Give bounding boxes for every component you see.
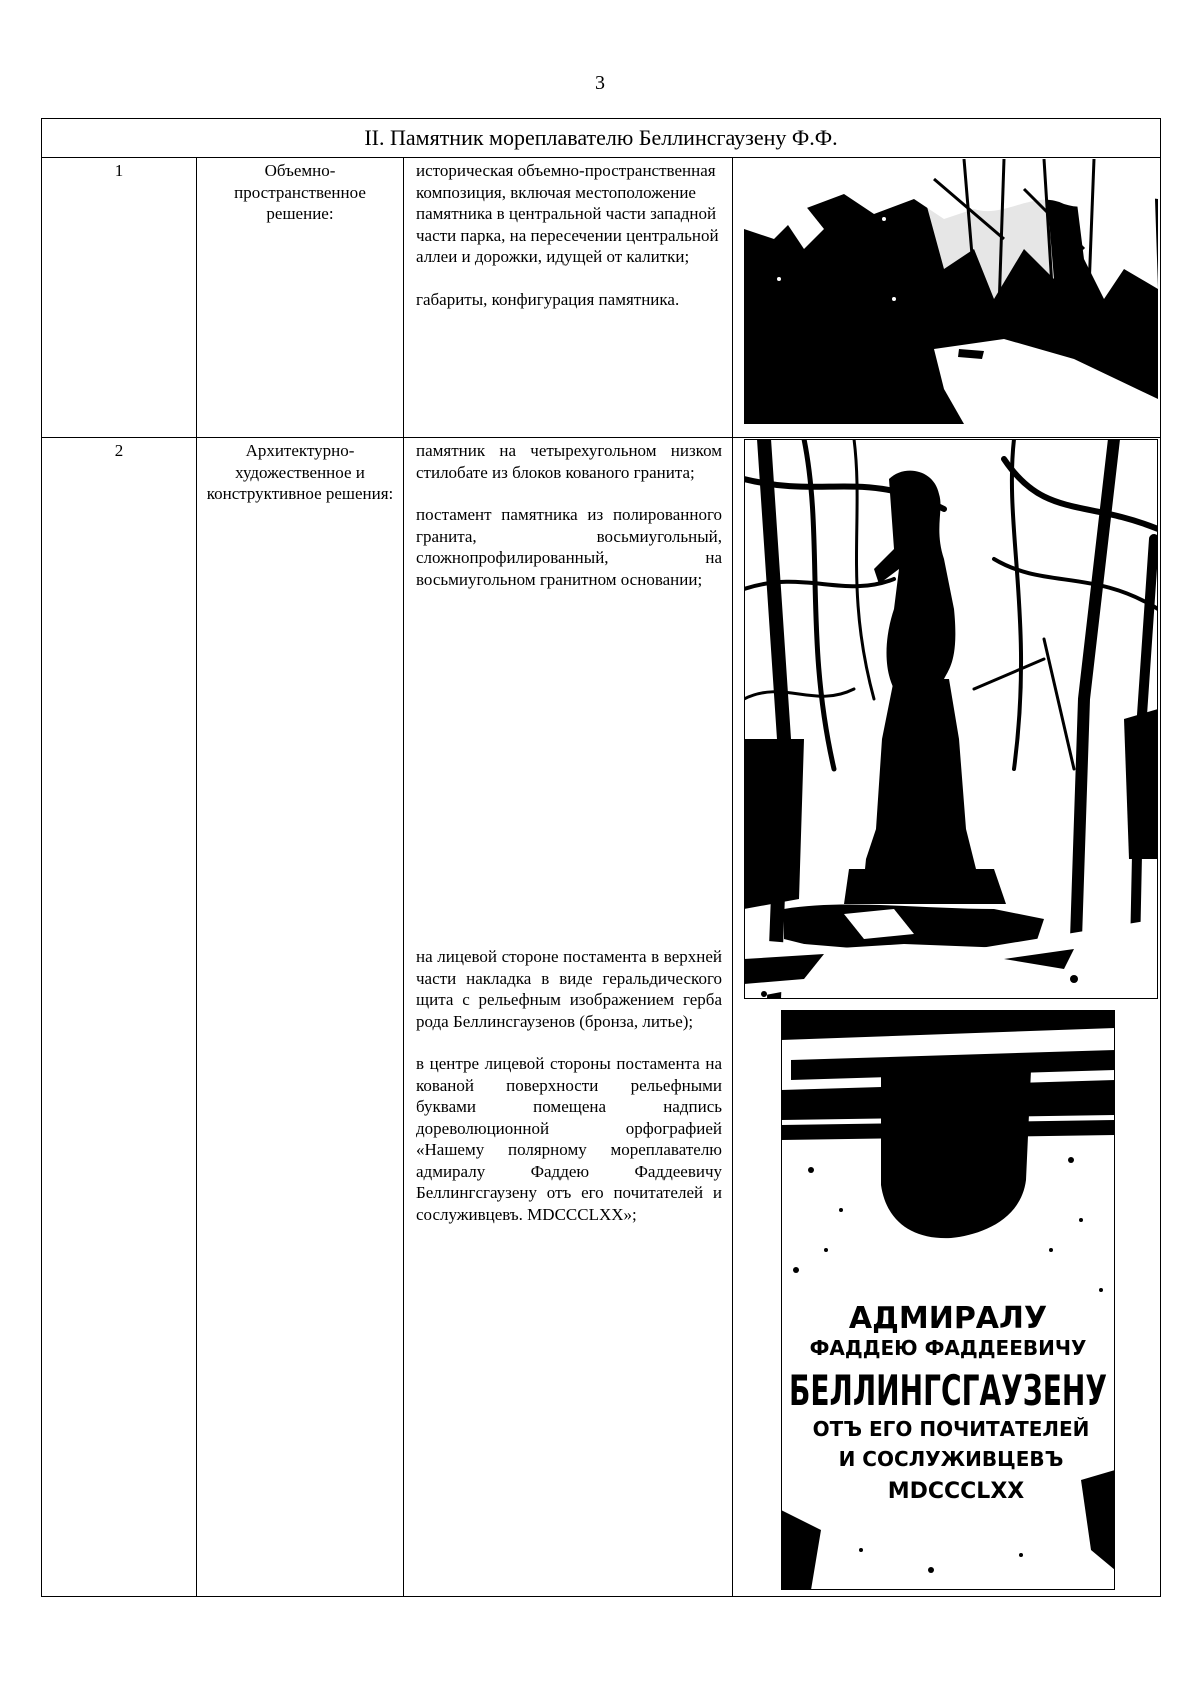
section-title: II. Памятник мореплавателю Беллинсгаузену Ф.Ф. xyxy=(42,119,1161,158)
table-row xyxy=(42,438,1161,1597)
description-item: историческая объемно-пространственная композиция, включая местоположение памятника в центральной части западной части парка, на пересечении центральной аллеи и дорожки, идущей от калитки; xyxy=(416,161,719,266)
page-number: 3 xyxy=(595,72,605,94)
criterion-label: Объемно-пространственное решение: xyxy=(197,158,404,438)
photo-cell xyxy=(733,158,1161,438)
row-number: 1 xyxy=(42,158,197,438)
monument-photo xyxy=(744,439,1158,999)
description-item: габариты, конфигурация памятника. xyxy=(416,289,680,309)
row-number: 2 xyxy=(42,438,197,1597)
inscription-line: ФАДДЕЮ ФАДДЕЕВИЧУ xyxy=(809,1336,1087,1360)
description-item: памятник на четырехугольном низком стилобате из блоков кованого гранита; xyxy=(416,441,722,482)
protection-subject-table xyxy=(41,118,1161,1597)
inscription-line: И СОСЛУЖИВЦЕВЪ xyxy=(838,1447,1064,1471)
photo-cell xyxy=(733,438,1161,1597)
description-item: постамент памятника из полированного гранита, восьмиугольный, сложнопрофилированный, на восьмиугольном гранитном основании; xyxy=(416,505,722,589)
description-cell xyxy=(404,158,733,438)
inscription-line: ОТЪ ЕГО ПОЧИТАТЕЛЕЙ xyxy=(812,1417,1090,1441)
inscription-line: БЕЛЛИНГСГАУЗЕНУ xyxy=(789,1366,1107,1415)
pedestal-inscription-photo xyxy=(781,1010,1115,1590)
description-item: в центре лицевой стороны постамента на кованой поверхности рельефными буквами помещена надпись дореволюционной орфографией «Нашему полярному мореплавателю адмиралу Фаддею Фаддеевичу Беллингсгаузену отъ его почитателей и сослуживцевъ. MDCCCLXX»; xyxy=(416,1054,722,1224)
section-header-row xyxy=(42,119,1161,158)
table-row xyxy=(42,158,1161,438)
park-alley-photo xyxy=(744,159,1158,424)
description-cell xyxy=(404,438,733,1597)
criterion-label: Архитектурно-художественное и конструктивное решения: xyxy=(197,438,404,1597)
inscription-line: АДМИРАЛУ xyxy=(848,1301,1048,1336)
inscription-line: MDCCCLXX xyxy=(887,1479,1025,1504)
description-item: на лицевой стороне постамента в верхней части накладка в виде геральдического щита с рельефным изображением герба рода Беллинсгаузенов (бронза, литье); xyxy=(416,947,722,1031)
